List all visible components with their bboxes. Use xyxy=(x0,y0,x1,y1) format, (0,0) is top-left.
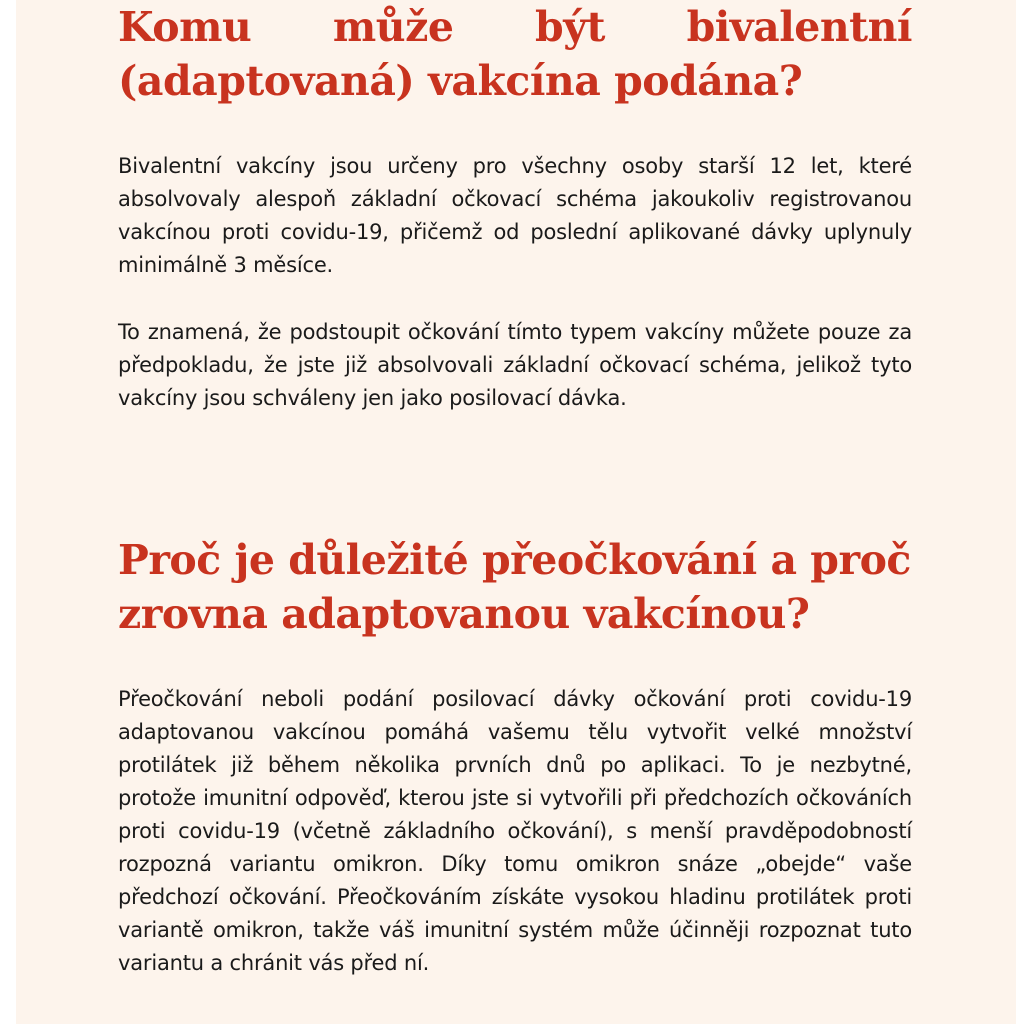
paragraph-eligibility-1: Bivalentní vakcíny jsou určeny pro všechny osoby starší 12 let, které absolvovaly alespoň základní očkovací schéma jakoukoliv registrovanou vakcínou proti covidu-19, přičemž od poslední aplikované dávky uplynuly minimálně 3 měsíce. xyxy=(118,154,912,277)
paragraph-eligibility-2: To znamená, že podstoupit očkování tímto typem vakcíny můžete pouze za předpokladu, že jste již absolvovali základní očkovací schéma, jelikož tyto vakcíny jsou schváleny jen jako posilovací dávka. xyxy=(118,320,912,410)
section-heading-eligibility: Komu může být bivalentní (adaptovaná) vakcína podána? xyxy=(118,3,912,105)
section-heading-importance: Proč je důležité přeočkování a proč zrovna adaptovanou vakcínou? xyxy=(118,536,911,638)
page-background xyxy=(16,0,1016,1024)
paragraph-importance-1: Přeočkování neboli podání posilovací dávky očkování proti covidu-19 adaptovanou vakcínou pomáhá vašemu tělu vytvořit velké množství protilátek již během několika prvních dnů po aplikaci. To je nezbytné, protože imunitní odpověď, kterou jste si vytvořili při předchozích očkováních proti covidu-19 (včetně základního očkování), s menší pravděpodobností rozpozná variantu omikron. Díky tomu omikron snáze „obejde“ vaše předchozí očkování. Přeočkováním získáte vysokou hladinu protilátek proti variantě omikron, takže váš imunitní systém může účinněji rozpoznat tuto variantu a chránit vás před ní. xyxy=(118,687,912,975)
